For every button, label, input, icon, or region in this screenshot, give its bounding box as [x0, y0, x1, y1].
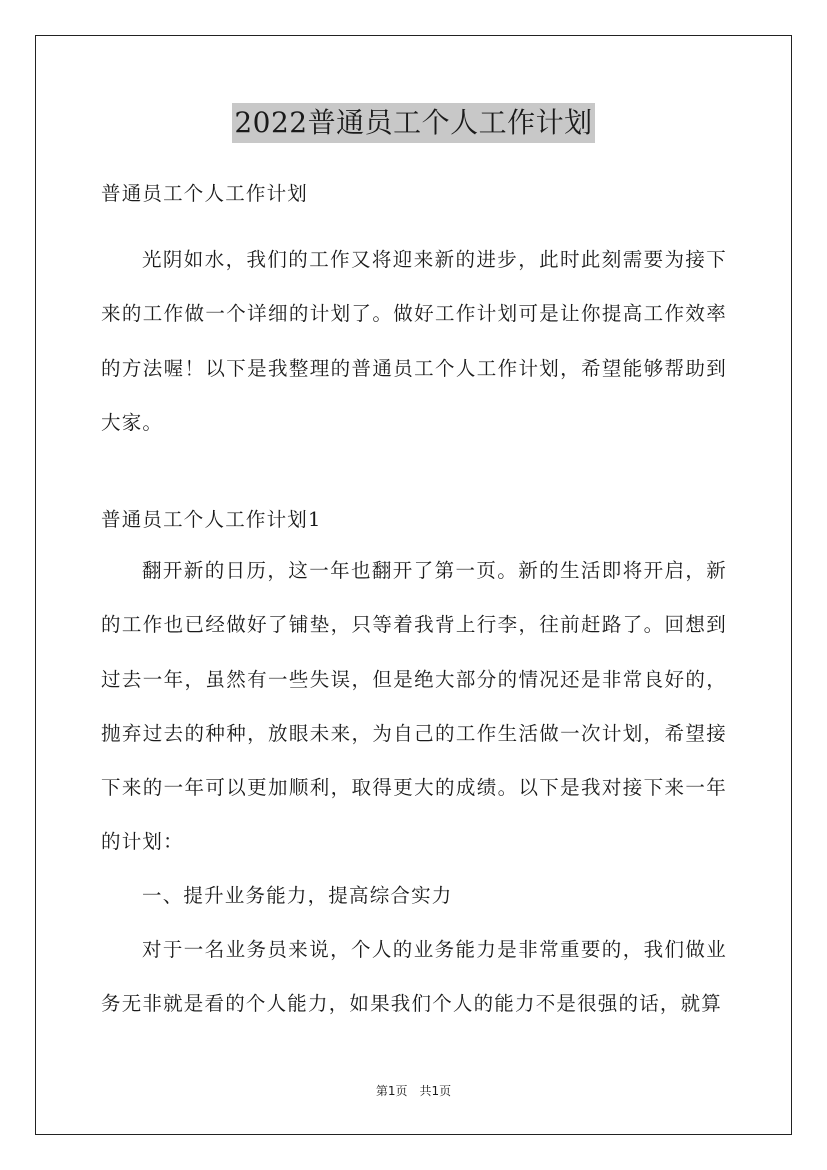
section-title: 普通员工个人工作计划1 [101, 508, 322, 531]
document-title: 2022普通员工个人工作计划 [232, 103, 594, 143]
title-wrap [0, 103, 827, 143]
subsection-heading: 一、提升业务能力，提高综合实力 [142, 884, 453, 907]
intro-paragraph: 光阴如水，我们的工作又将迎来新的进步，此时此刻需要为接下来的工作做一个详细的计划了。做好工作计划可是让你提高工作效率的方法喔！以下是我整理的普通员工个人工作计划，希望能够帮助到大家。 [101, 248, 727, 434]
page-footer: 第1页 共1页 [375, 1084, 452, 1098]
document-subtitle: 普通员工个人工作计划 [101, 182, 309, 205]
section-body-paragraph: 翻开新的日历，这一年也翻开了第一页。新的生活即将开启，新的工作也已经做好了铺垫，只等着我背上行李，往前赶路了。回想到过去一年，虽然有一些失误，但是绝大部分的情况还是非常良好的，抛弃过去的种种，放眼未来，为自己的工作生活做一次计划，希望接下来的一年可以更加顺利，取得更大的成绩。以下是我对接下来一年的计划： [101, 559, 727, 854]
section-body-paragraph-2: 对于一名业务员来说，个人的业务能力是非常重要的，我们做业务无非就是看的个人能力，如果我们个人的能力不是很强的话，就算 [101, 938, 727, 1016]
